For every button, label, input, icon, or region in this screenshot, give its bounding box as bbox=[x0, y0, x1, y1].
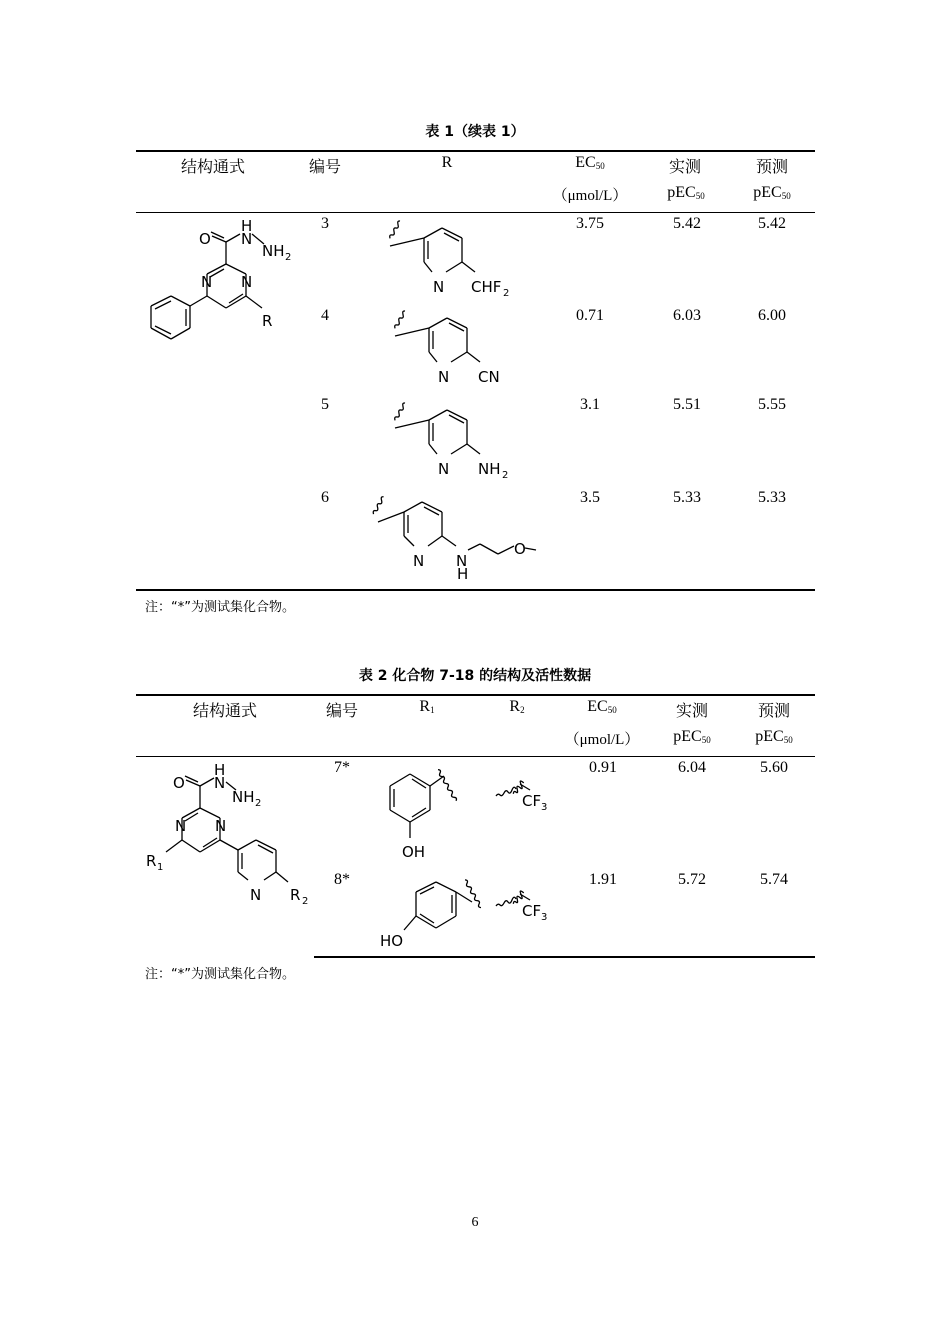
table1-row5-ec50: 3.1 bbox=[580, 396, 600, 413]
table1-row5-predicted: 5.55 bbox=[758, 396, 786, 413]
svg-text:N: N bbox=[241, 230, 253, 248]
table2-general-structure bbox=[142, 758, 316, 908]
svg-text:N: N bbox=[241, 273, 253, 291]
table2-row8-id: 8* bbox=[334, 871, 350, 888]
table1-row3-id: 3 bbox=[321, 215, 329, 232]
table1-row5-id: 5 bbox=[321, 396, 329, 413]
svg-text:2: 2 bbox=[302, 896, 309, 907]
table1-row4-r-structure bbox=[385, 306, 515, 390]
svg-text:H: H bbox=[457, 565, 469, 583]
table1-row6-id: 6 bbox=[321, 489, 329, 506]
table1-top-rule bbox=[136, 150, 815, 152]
table1-row3-r-structure bbox=[380, 216, 520, 300]
table2-header-r2: $R_2$ bbox=[509, 698, 525, 715]
table2-row7-predicted: 5.60 bbox=[760, 759, 788, 776]
svg-text:2: 2 bbox=[503, 288, 510, 299]
table1-header-predicted-pec50: pEC$_{50}$ bbox=[753, 184, 791, 201]
table2-header-predicted-pec50: pEC$_{50}$ bbox=[755, 728, 793, 745]
svg-text:O: O bbox=[199, 230, 211, 248]
table2-header-general: 结构通式 bbox=[192, 703, 257, 720]
svg-text:O: O bbox=[173, 774, 185, 792]
svg-text:N: N bbox=[250, 886, 262, 904]
table1-header-rule bbox=[136, 212, 815, 213]
svg-text:OH: OH bbox=[402, 843, 426, 861]
svg-text:NH: NH bbox=[262, 242, 285, 260]
svg-text:H: H bbox=[241, 217, 253, 235]
table1-header-general: 结构通式 bbox=[180, 159, 245, 176]
table1-note: 注：“*”为测试集化合物。 bbox=[145, 600, 295, 615]
table1-header-ec50: $EC_{50}$ bbox=[575, 154, 605, 171]
table2-header-measured: 实测 bbox=[675, 703, 708, 720]
svg-text:N: N bbox=[214, 774, 226, 792]
svg-text:NH: NH bbox=[478, 460, 501, 478]
table2-row7-id: 7* bbox=[334, 759, 350, 776]
table2-header-ec50-unit: （μmol/L） bbox=[564, 732, 640, 748]
table1-row4-measured: 6.03 bbox=[673, 307, 701, 324]
table1-header-r: R bbox=[441, 154, 453, 171]
svg-text:3: 3 bbox=[541, 802, 548, 812]
table2-header-measured-pec50: pEC$_{50}$ bbox=[673, 728, 711, 745]
table1-row6-r-structure bbox=[366, 488, 538, 584]
table1-row4-id: 4 bbox=[321, 307, 329, 324]
svg-text:O: O bbox=[514, 540, 526, 558]
svg-text:NH: NH bbox=[232, 788, 255, 806]
svg-text:R: R bbox=[290, 886, 301, 904]
table2-row8-r1-structure bbox=[378, 872, 490, 952]
table2-header-rule bbox=[136, 756, 815, 757]
table1-row5-r-structure bbox=[385, 398, 515, 482]
svg-text:CF: CF bbox=[522, 792, 542, 810]
table1-row4-ec50: 0.71 bbox=[576, 307, 604, 324]
table2-header-ec50: $EC_{50}$ bbox=[587, 698, 617, 715]
table1-header-ec50-unit: （μmol/L） bbox=[552, 188, 628, 204]
table1-row6-measured: 5.33 bbox=[673, 489, 701, 506]
table2-top-rule bbox=[136, 694, 815, 696]
table2-bottom-rule bbox=[314, 956, 815, 958]
table1-caption: 表 1（续表 1） bbox=[425, 124, 525, 140]
svg-text:H: H bbox=[214, 761, 226, 779]
svg-text:CHF: CHF bbox=[471, 278, 502, 296]
svg-text:1: 1 bbox=[157, 862, 164, 873]
table2-row7-measured: 6.04 bbox=[678, 759, 706, 776]
table1-row6-ec50: 3.5 bbox=[580, 489, 600, 506]
table1-header-measured-pec50: pEC$_{50}$ bbox=[667, 184, 705, 201]
table2-row7-r1-structure bbox=[380, 760, 470, 864]
table2-row8-r2-structure bbox=[490, 870, 560, 922]
svg-text:N: N bbox=[438, 368, 450, 386]
table2-header-predicted: 预测 bbox=[757, 703, 790, 720]
svg-text:N: N bbox=[433, 278, 445, 296]
table1-row3-ec50: 3.75 bbox=[576, 215, 604, 232]
svg-text:2: 2 bbox=[255, 798, 262, 809]
svg-text:R: R bbox=[146, 852, 157, 870]
table1-general-structure bbox=[140, 214, 300, 354]
table1-row3-predicted: 5.42 bbox=[758, 215, 786, 232]
table1-header-measured: 实测 bbox=[668, 159, 701, 176]
svg-text:N: N bbox=[413, 552, 425, 570]
page-number: 6 bbox=[471, 1215, 479, 1230]
table2-header-id: 编号 bbox=[325, 703, 358, 720]
table1-bottom-rule bbox=[136, 589, 815, 591]
svg-text:2: 2 bbox=[502, 470, 509, 481]
table1-row5-measured: 5.51 bbox=[673, 396, 701, 413]
table1-header-predicted: 预测 bbox=[755, 159, 788, 176]
table2-note: 注：“*”为测试集化合物。 bbox=[145, 967, 295, 982]
svg-text:2: 2 bbox=[285, 252, 292, 263]
svg-text:N: N bbox=[201, 273, 213, 291]
table2-caption: 表 2 化合物 7-18 的结构及活性数据 bbox=[358, 668, 592, 684]
svg-text:CN: CN bbox=[478, 368, 500, 386]
table1-row6-predicted: 5.33 bbox=[758, 489, 786, 506]
table1-row4-predicted: 6.00 bbox=[758, 307, 786, 324]
svg-text:N: N bbox=[438, 460, 450, 478]
svg-text:HO: HO bbox=[380, 932, 404, 950]
svg-text:CF: CF bbox=[522, 902, 542, 920]
table1-header-id: 编号 bbox=[308, 159, 341, 176]
svg-text:R: R bbox=[262, 312, 273, 330]
svg-text:3: 3 bbox=[541, 912, 548, 922]
table2-row8-ec50: 1.91 bbox=[589, 871, 617, 888]
table2-row8-measured: 5.72 bbox=[678, 871, 706, 888]
table2-row7-r2-structure bbox=[490, 760, 560, 812]
table2-header-r1: $R_1$ bbox=[419, 698, 435, 715]
table2-row7-ec50: 0.91 bbox=[589, 759, 617, 776]
svg-text:N: N bbox=[215, 817, 227, 835]
svg-text:N: N bbox=[175, 817, 187, 835]
table2-row8-predicted: 5.74 bbox=[760, 871, 788, 888]
table1-row3-measured: 5.42 bbox=[673, 215, 701, 232]
svg-text:N: N bbox=[456, 552, 468, 570]
